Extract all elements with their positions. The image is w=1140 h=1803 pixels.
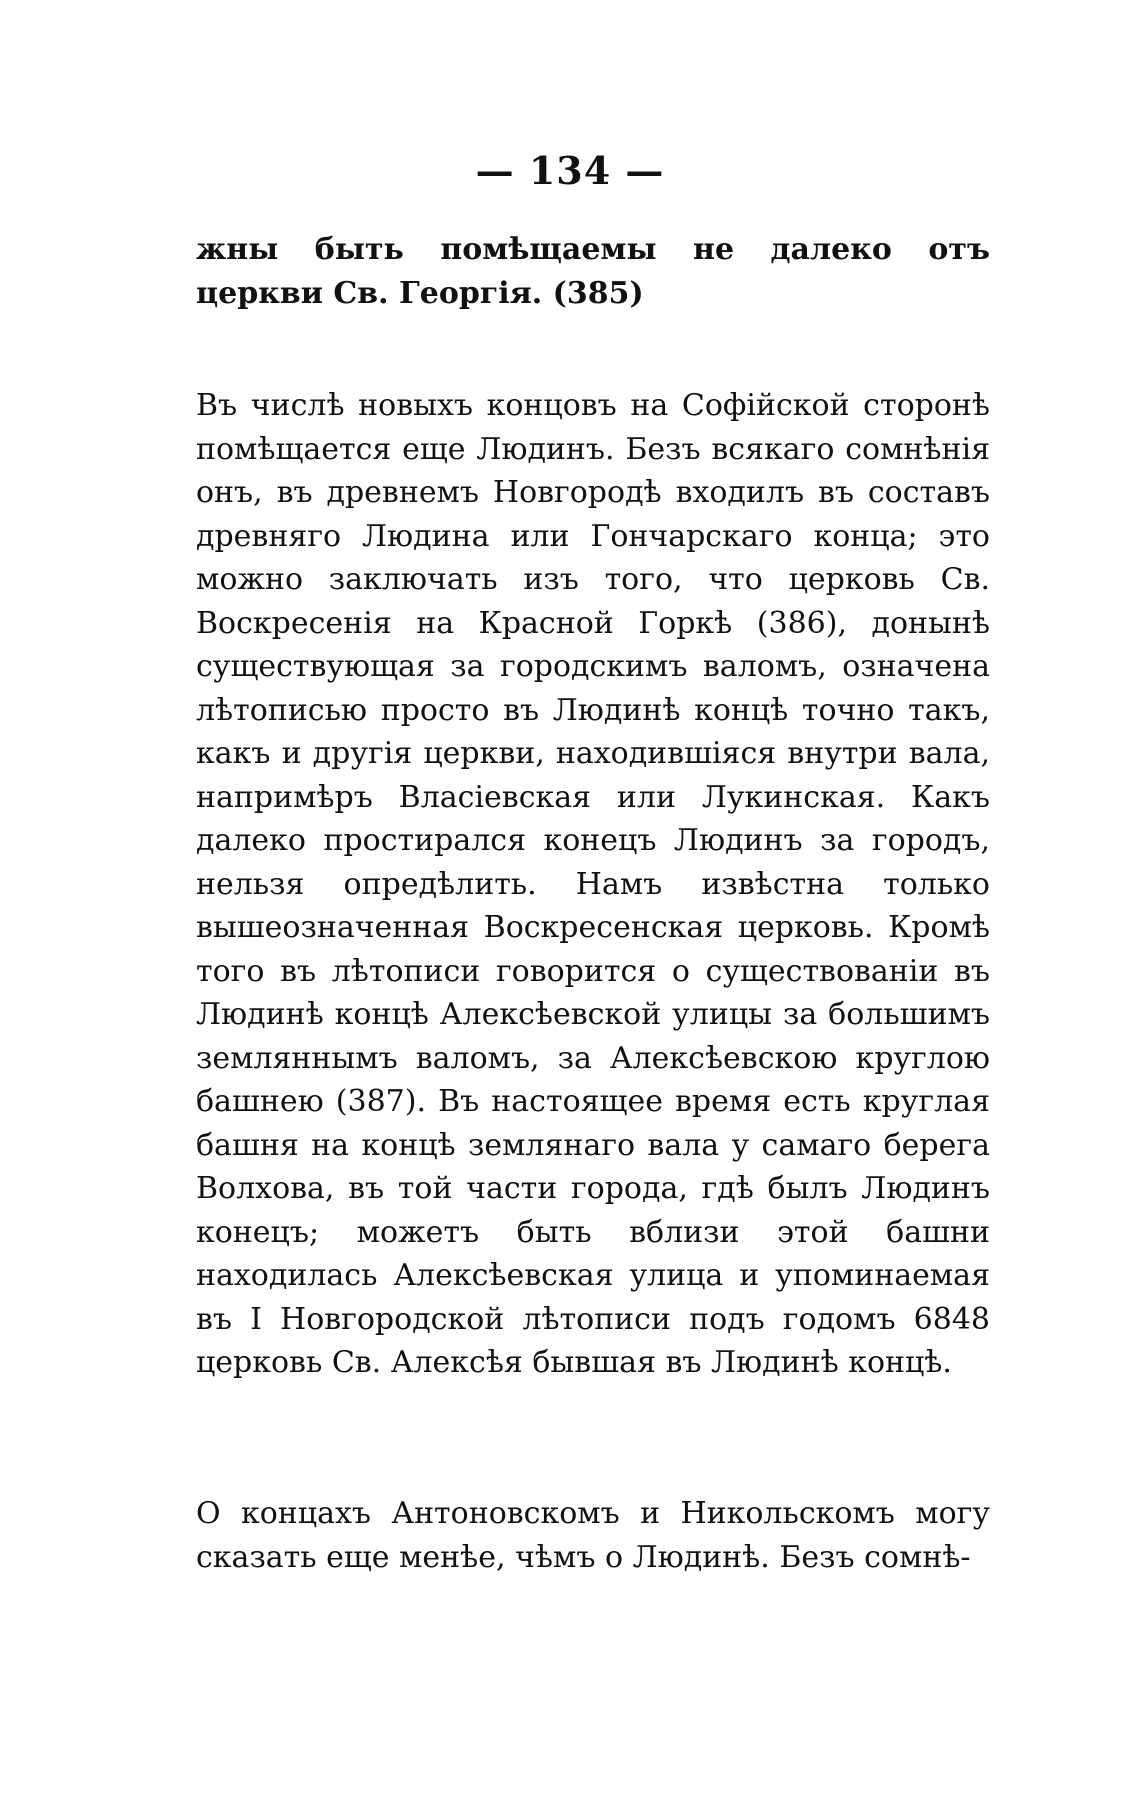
paragraph-antonov-nikolsky-ends: О концахъ Антоновскомъ и Никольскомъ могу сказать еще менѣе, чѣмъ о Людинѣ. Безъ сомнѣ- [196, 1496, 990, 1575]
paragraph-ludin-end: Въ числѣ новыхъ концовъ на Софійской сторонѣ помѣщается еще Людинъ. Безъ всякаго сомнѣнія онъ, въ древнемъ Новгородѣ входилъ въ составъ древняго Людина или Гончарскаго конца; это можно заключать изъ того, что церковь Св. Воскресенія на Красной Горкѣ (386), донынѣ существующая за городскимъ валомъ, означена лѣтописью просто въ Людинѣ концѣ точно такъ, какъ и другія церкви, находившіяся внутри вала, напримѣръ Власіевская или Лукинская. Какъ далеко простирался конецъ Людинъ за городъ, нельзя опредѣлить. Намъ извѣстна только вышеозначенная Воскресенская церковь. Кромѣ того въ лѣтописи говорится о существованіи въ Людинѣ концѣ Алексѣевской улицы за большимъ земляннымъ валомъ, за Алексѣевскою круглою башнею (387). Въ настоящее время есть круглая башня на концѣ землянаго вала у самаго берега Волхова, въ той части города, гдѣ былъ Людинъ конецъ; можетъ быть вблизи этой башни находилась Алексѣевская улица и упоминаемая въ I Новгородской лѣтописи подъ годомъ 6848 церковь Св. Алексѣя бывшая въ Людинѣ концѣ. [196, 388, 990, 1380]
paragraph-continuation: жны быть помѣщаемы не далеко отъ церкви Св. Георгія. (385) [196, 232, 990, 311]
page-number: — 134 — [475, 148, 665, 193]
